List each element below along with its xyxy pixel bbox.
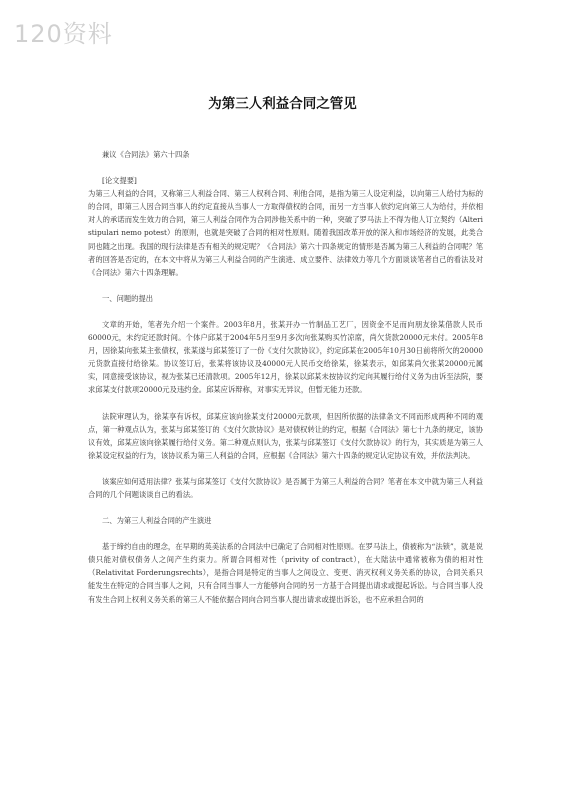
- section-1-paragraph-2: 法院审理认为，徐某享有诉权，邱某应该向徐某支付20000元款项，但因所依据的法律条文不同而形成两种不同的观点，第一种观点认为，张某与邱某签订的《支付欠款协议》是对债权转让的约定，根据《合同法》第七十九条的规定，该协议有效，邱某应该向徐某履行给付义务。第二种观点则认为，张某与邱某签订《支付欠款协议》的行为，其实质是为第三人徐某设定权益的行为，该协议系为第三人利益的合同，应根据《合同法》第六十四条的规定认定协议有效，并依法判决。: [88, 411, 483, 460]
- abstract-label: [论文提要]: [102, 176, 137, 186]
- section-2-paragraph-1: 基于缔约自由的理念，在早期的英美法系的合同法中已确定了合同相对性原则。在罗马法上，债被称为“法锁”，就是说债只能对债权债务人之间产生约束力。所谓合同相对性（privity of contract），在大陆法中通常被称为债的相对性（Relativitat Forderungsrechts），是指合同是特定的当事人之间设立、变更、消灭权利义务关系的协议，合同关系只能发生在特定的合同当事人之间，只有合同当事人一方能够向合同的另一方基于合同提出请求或提起诉讼。与合同当事人没有发生合同上权利义务关系的第三人不能依据合同向合同当事人提出请求或提出诉讼，也不应承担合同的: [88, 542, 483, 604]
- document-title: 为第三人利益合同之管见: [208, 96, 357, 112]
- abstract-text: 为第三人利益的合同，又称第三人利益合同、第三人权利合同、利他合同，是指为第三人设定利益，以向第三人给付为标的的合同，即第三人因合同当事人的约定直接从当事人一方取得债权的合同，而另一方当事人依约定向第三人为给付，并依相对人的承诺而发生效力的合同，第三人利益合同作为合同涉他关系中的一种，突破了罗马法上不得为他人订立契约（Alteri stipulari nemo potest）的原则，也就是突破了合同的相对性原则。随着我国改革开放的深入和市场经济的发展，此类合同也随之出现。我国的现行法律是否有相关的规定呢？《合同法》第六十四条规定的情形是否属为第三人利益的合同呢？笔者的回答是否定的，在本文中将从为第三人利益合同的产生演进、成立要件、法律效力等几个方面谈谈笔者自己的看法及对《合同法》第六十四条理解。: [88, 189, 483, 277]
- section-2-heading: 二、为第三人利益合同的产生演进: [102, 516, 212, 526]
- section-1-paragraph-1: 文章的开始，笔者先介绍一个案件。2003年8月，张某开办一竹制品工艺厂，因资金不足而向朋友徐某借款人民币60000元，未约定还款时间。个体户邱某于2004年5月至9月多次向张某购买竹凉席，尚欠货款20000元未付。2005年8月，因徐某向张某主张债权，张某遂与邱某签订了一份《支付欠款协议》，约定邱某在2005年10月30日前将所欠的20000元货款直接付给徐某。协议签订后，张某将该协议及40000元人民币交给徐某，徐某表示，如邱某尚欠张某20000元属实，同意接受该协议，视为张某已还清款项。2005年12月，徐某以邱某未按协议约定向其履行给付义务为由诉至法院，要求邱某支付款项20000元及违约金。邱某应诉辩称，对事实无异议，但暂无能力还款。: [88, 319, 483, 395]
- section-1-paragraph-3: 该案应如何适用法律？张某与邱某签订《支付欠款协议》是否属于为第三人利益的合同？笔者在本文中就为第三人利益合同的几个问题谈谈自己的看法。: [88, 476, 483, 499]
- subtitle: 兼议《合同法》第六十四条: [102, 150, 190, 159]
- watermark: 120资料: [14, 20, 113, 48]
- document-body: [88, 148, 483, 606]
- section-1-heading: 一、问题的提出: [102, 293, 154, 303]
